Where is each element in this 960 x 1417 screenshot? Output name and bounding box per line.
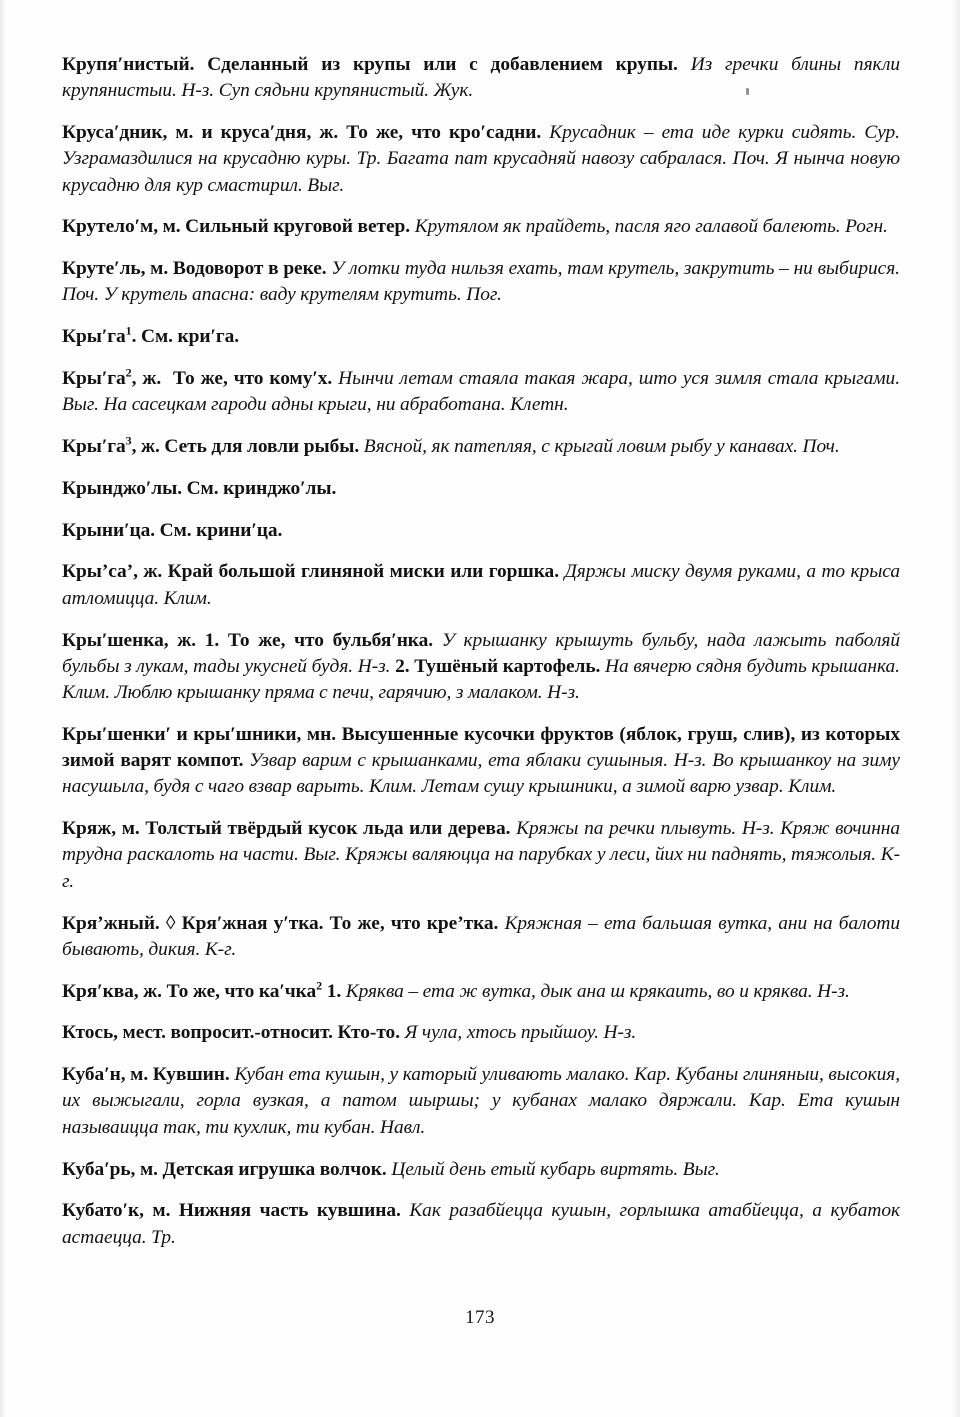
dictionary-entry: Круса′дник, м. и круса′дня, ж. То же, что кро′садни. Крусадник – ета иде курки сидять. Сур. Узграмаздилися на крусадню куры. Тр. Багата пат крусадняй навозу сабралася. Поч. Я нынча новую крусадню для кур смастирил. Выг. [62, 122, 900, 196]
dictionary-entry: $Кры'га^1$. См. кри′га. [62, 323, 240, 348]
page-number: 173 [465, 1307, 495, 1328]
dictionary-entry: Кубато′к, м. Нижняя часть кувшина. Как разабйецца кушын, горлышка атабйецца, а кубаток астаецца. Тр. [62, 1200, 900, 1248]
dictionary-entry: Круте′ль, м. Водоворот в реке. У лотки туда нильзя ехать, там крутель, закрутить – ни выбирися. Поч. У крутель апасна: ваду крутелям крутить. Пог. [62, 258, 900, 306]
dictionary-entry: Кры’са’, ж. Край большой глиняной миски или горшка. Дяржы миску двумя руками, а то крыса атломицца. Клим. [62, 561, 900, 609]
dictionary-entry: $Кры'га^2$, ж. То же, что кому′х. Нынчи летам стаяла такая жара, што уся зимля стала крыгами. Выг. На сасецкам гароди адны крыги, ни абработана. Клетн. [62, 365, 900, 416]
dictionary-entry-list [62, 52, 900, 1251]
dictionary-entry: Крутело′м, м. Сильный круговой ветер. Крутялом як прайдеть, пасля яго галавой балеють. Рогн. [62, 216, 888, 238]
dictionary-entry: Кры′шенки′ и кры′шники, мн. Высушенные кусочки фруктов (яблок, груш, слив), из которых зимой варят компот. Узвар варим с крышанками, ета яблаки сушыныя. Н-з. Во крышанкоу на зиму насушыла, будя с чаго взвар варыть. Клим. Летам сушу крышники, а зимой варю узвар. Клим. [62, 723, 900, 798]
dictionary-entry: Куба′рь, м. Детская игрушка волчок. Целый день етый кубарь виртять. Выг. [62, 1158, 720, 1180]
dictionary-entry: Ктось, мест. вопросит.-относит. Кто-то. Я чула, хтось прыйшоу. Н-з. [62, 1022, 637, 1044]
dictionary-entry: Кря’жный. ◊ Кря′жная у′тка. То же, что кре’тка. Кряжная – ета бальшая вутка, ани на балоти бывають, дикия. К-г. [62, 912, 900, 960]
dictionary-entry: $Кры'га^3$, ж. Сеть для ловли рыбы. Вясной, як патепляя, с крыгай ловим рыбу у канавах. Поч. [62, 433, 840, 458]
dictionary-entry: Куба′н, м. Кувшин. Кубан ета кушын, у каторый уливають малако. Кар. Кубаны глиняныи, высокия, их выжыгали, горла вузкая, а патом шыршы; у кубанах малако дяржали. Кар. Ета кушын называицца так, ти кухлик, ти кубан. Навл. [62, 1064, 900, 1138]
dictionary-entry: Кря′ква, ж. То же, что ка′чка$^2$ 1. Кряква – ета ж вутка, дык ана ш крякаить, во и кряква. Н-з. [62, 978, 850, 1002]
dictionary-entry: Кры′шенка, ж. 1. То же, что бульбя′нка. У крышанку крышуть бульбу, нада лажыть паболяй бульбы з лукам, тады укусней будя. Н-з. 2. Тушёный картофель. На вячерю сядня будить крышанка. Клим. Люблю крышанку пряма с печи, гарячию, з малаком. Н-з. [62, 629, 900, 704]
scan-edge-right [952, 0, 960, 1417]
scan-edge-left [0, 0, 6, 1417]
dictionary-entry: Кряж, м. Толстый твёрдый кусок льда или дерева. Кряжы па речки плывуть. Н-з. Кряж вочинна трудна раскалоть на части. Выг. Кряжы валяюцца на парубках у леси, йих ни паднять, тяжолыя. К-г. [62, 818, 900, 892]
dictionary-entry: Крынджо′лы. См. кринджо′лы. [62, 477, 337, 499]
dictionary-entry: Крыни′ца. См. крини′ца. [62, 519, 283, 541]
dictionary-entry: Крупя′нистый. Сделанный из крупы или с добавлением крупы. Из гречки блины пякли крупянистыи. Н-з. Суп сядьни крупянистый. Жук. [62, 54, 900, 102]
